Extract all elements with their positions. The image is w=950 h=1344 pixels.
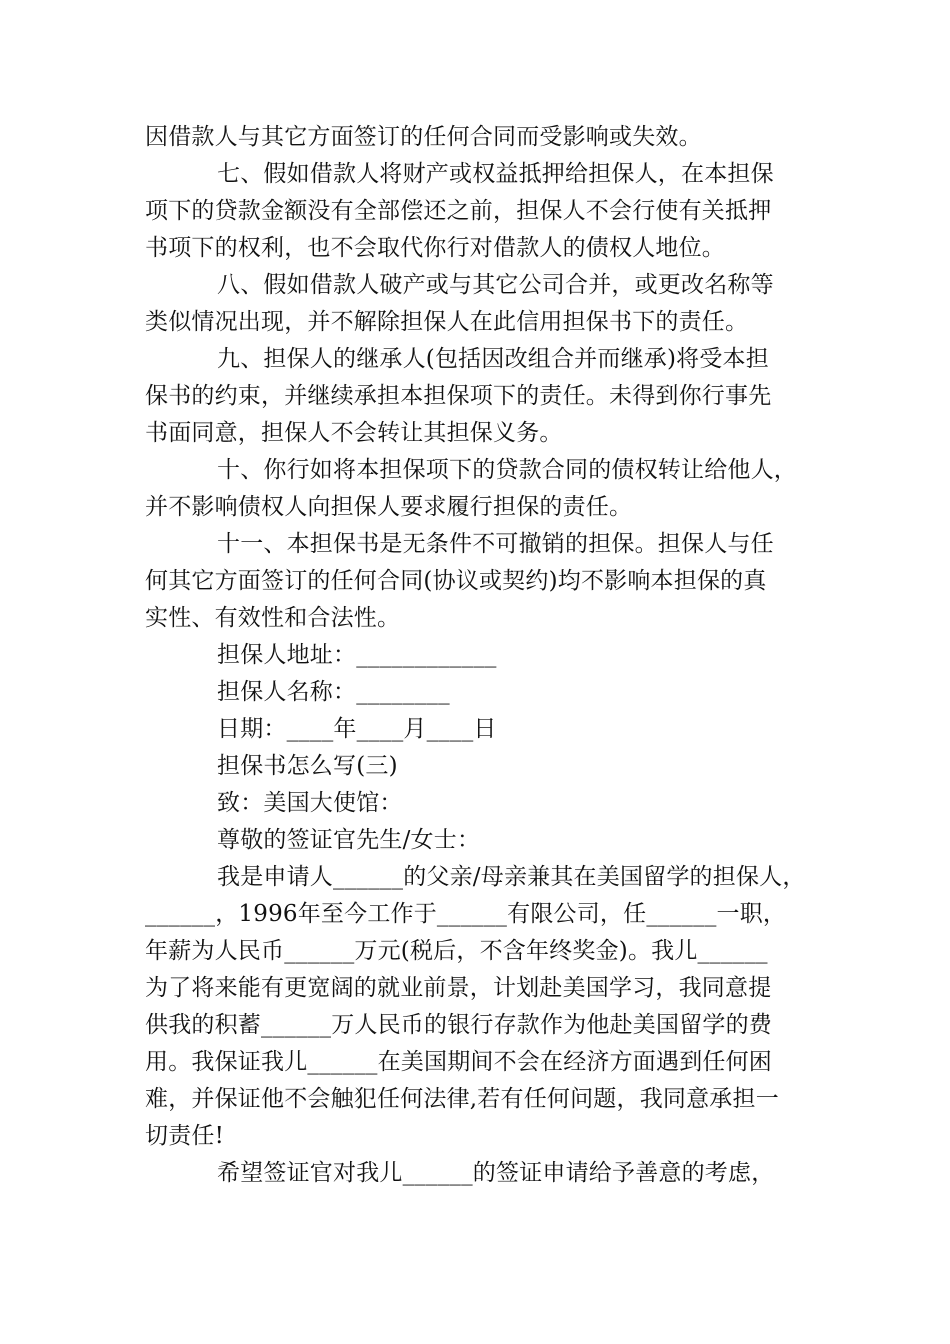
clause-11-line: 十一、本担保书是无条件不可撤销的担保。担保人与任 — [217, 531, 774, 557]
text-line: 难，并保证他不会触犯任何法律,若有任何问题，我同意承担一 — [145, 1086, 779, 1112]
letter-paragraph-line: 希望签证官对我儿______的签证申请给予善意的考虑， — [217, 1160, 775, 1186]
clause-10-line: 十、你行如将本担保项下的贷款合同的债权转让给他人， — [217, 457, 797, 483]
clause-7-line: 七、假如借款人将财产或权益抵押给担保人，在本担保 — [217, 161, 774, 187]
text-line: 用。我保证我儿______在美国期间不会在经济方面遇到任何困 — [145, 1049, 772, 1075]
text-line: 保书的约束，并继续承担本担保项下的责任。未得到你行事先 — [145, 383, 772, 409]
salutation-line: 尊敬的签证官先生/女士： — [217, 827, 481, 853]
clause-8-line: 八、假如借款人破产或与其它公司合并，或更改名称等 — [217, 272, 774, 298]
text-line: 供我的积蓄______万人民币的银行存款作为他赴美国留学的费 — [145, 1012, 772, 1038]
guarantor-address-field: 担保人地址：____________ — [217, 642, 497, 668]
document-body — [145, 119, 813, 1192]
text-line: 项下的贷款金额没有全部偿还之前，担保人不会行使有关抵押 — [145, 198, 772, 224]
text-line: 为了将来能有更宽阔的就业前景，计划赴美国学习，我同意提 — [145, 975, 772, 1001]
date-field: 日期：____年____月____日 — [217, 716, 497, 742]
section-heading: 担保书怎么写(三) — [217, 753, 398, 779]
text-line: 书面同意，担保人不会转让其担保义务。 — [145, 420, 563, 446]
recipient-line: 致：美国大使馆： — [217, 790, 403, 816]
clause-9-line: 九、担保人的继承人(包括因改组合并而继承)将受本担 — [217, 346, 769, 372]
guarantor-name-field: 担保人名称：________ — [217, 679, 450, 705]
text-line: 切责任! — [145, 1123, 225, 1149]
text-line: 类似情况出现，并不解除担保人在此信用担保书下的责任。 — [145, 309, 749, 335]
text-line: 并不影响债权人向担保人要求履行担保的责任。 — [145, 494, 633, 520]
text-line: ______，1996年至今工作于______有限公司，任______一职， — [145, 901, 787, 927]
text-line: 何其它方面签订的任何合同(协议或契约)均不影响本担保的真 — [145, 568, 767, 594]
text-line: 因借款人与其它方面签订的任何合同而受影响或失效。 — [145, 124, 702, 150]
text-line: 实性、有效性和合法性。 — [145, 605, 401, 631]
text-line: 书项下的权利，也不会取代你行对借款人的债权人地位。 — [145, 235, 725, 261]
text-line: 年薪为人民币______万元(税后，不含年终奖金)。我儿______ — [145, 938, 768, 964]
letter-paragraph-line: 我是申请人______的父亲/母亲兼其在美国留学的担保人， — [217, 864, 806, 890]
